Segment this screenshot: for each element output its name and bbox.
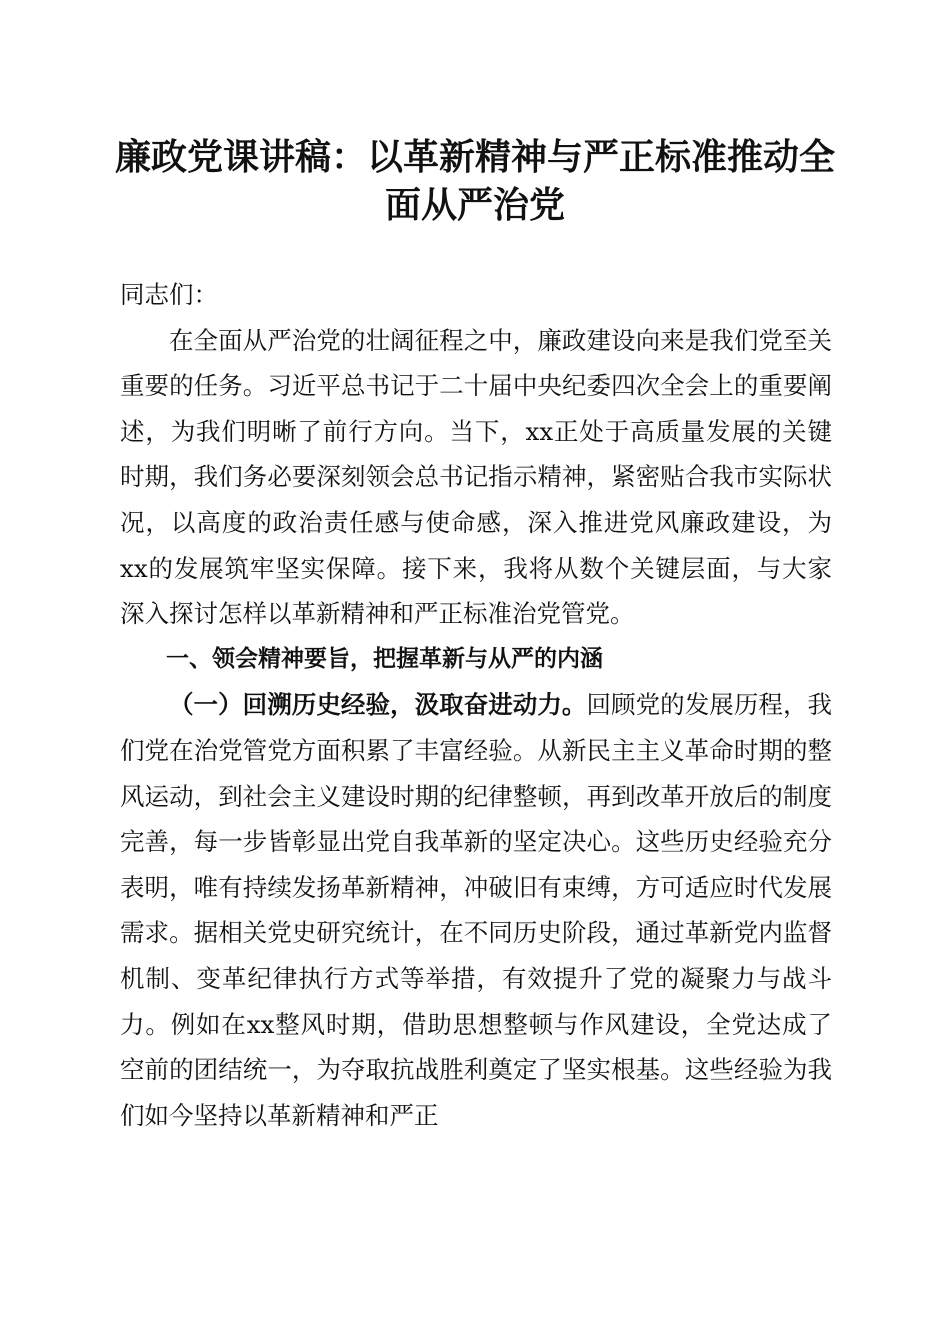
subsection-heading-1: （一）回溯历史经验，汲取奋进动力。: [169, 690, 587, 720]
document-body: [120, 272, 832, 1138]
intro-paragraph: 在全面从严治党的壮阔征程之中，廉政建设向来是我们党至关重要的任务。习近平总书记于二十届中央纪委四次全会上的重要阐述，为我们明晰了前行方向。当下，xx正处于高质量发展的关键时期，我们务必要深刻领会总书记指示精神，紧密贴合我市实际状况，以高度的政治责任感与使命感，深入推进党风廉政建设，为xx的发展筑牢坚实保障。接下来，我将从数个关键层面，与大家深入探讨怎样以革新精神和严正标准治党管党。: [120, 325, 832, 629]
subsection-paragraph-1: [120, 682, 832, 1138]
section-heading-1: 一、领会精神要旨，把握革新与从严的内涵: [166, 645, 603, 672]
salutation: 同志们：: [120, 280, 218, 309]
subsection-body-1: 回顾党的发展历程，我们党在治党管党方面积累了丰富经验。从新民主主义革命时期的整风运动，到社会主义建设时期的纪律整顿，再到改革开放后的制度完善，每一步皆彰显出党自我革新的坚定决心。这些历史经验充分表明，唯有持续发扬革新精神，冲破旧有束缚，方可适应时代发展需求。据相关党史研究统计，在不同历史阶段，通过革新党内监督机制、变革纪律执行方式等举措，有效提升了党的凝聚力与战斗力。例如在xx整风时期，借助思想整顿与作风建设，全党达成了空前的团结统一，为夺取抗战胜利奠定了坚实根基。这些经验为我们如今坚持以革新精神和严正: [120, 690, 833, 1130]
document-title: 廉政党课讲稿：以革新精神与严正标准推动全面从严治党: [114, 136, 835, 226]
